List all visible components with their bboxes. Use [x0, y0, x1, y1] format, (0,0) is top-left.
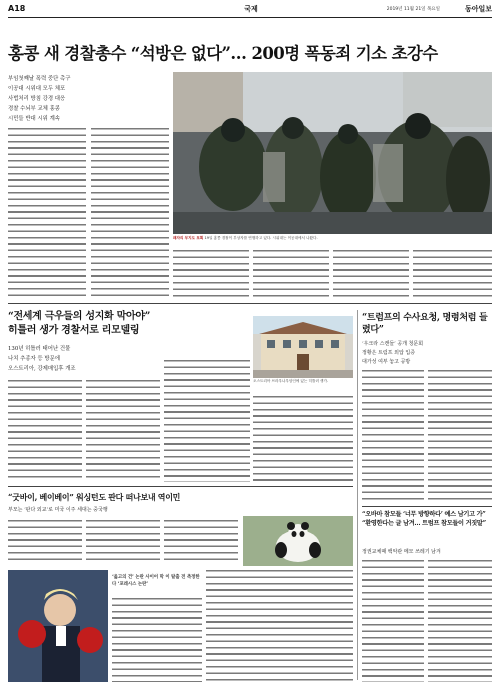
- deck-line: 오스트리아, 강제매입후 개조: [8, 366, 76, 372]
- deck-line: 이공대 시위대 모두 체포: [8, 86, 66, 92]
- body-text-column: [8, 520, 82, 565]
- body-text-column: [428, 370, 492, 500]
- headline-line: 히틀러 생가 경찰서로 리모델링: [8, 325, 140, 336]
- boxing-photo: [8, 570, 108, 682]
- police-scene-image: [173, 72, 492, 234]
- panda-deck: 부모는 ‘판다 외교’로 미국 이주 세대는 중국행: [8, 507, 108, 513]
- section-divider: [8, 303, 492, 304]
- body-text-column: [428, 560, 492, 682]
- body-text-column: [86, 380, 160, 482]
- caption-label: 패자리 부지도 포획: [173, 236, 204, 240]
- panda-headline: “굿바이, 베이베이” 워싱턴도 판다 떠나보내 역이민: [8, 492, 181, 502]
- obama-deck: 정권교체때 백악관 메모 쓰레기 남겨: [362, 549, 441, 555]
- headline-line: “환영한다는 글 남겨… 트럼프 참모들이 거짓말”: [362, 520, 486, 527]
- obama-headline: [362, 510, 492, 528]
- boxing-image: [8, 570, 108, 682]
- masthead: [8, 4, 492, 18]
- deck-line: 나치 추종자 등 방문에: [8, 356, 61, 362]
- deck-line: 정황은 트럼프 외압 입증: [362, 350, 416, 356]
- deck-line: 경찰 수뇌부 교체 홍콩: [8, 106, 61, 112]
- body-text-column: [173, 250, 249, 298]
- body-text-column: [333, 250, 409, 298]
- hitler-house-photo: [253, 316, 353, 378]
- headline-line: “전세계 극우들의 성지화 막아야”: [8, 311, 151, 322]
- building-image: [253, 316, 353, 378]
- body-text-column: [362, 370, 424, 500]
- hitler-story-deck: [8, 344, 138, 374]
- top-story-deck: [8, 74, 168, 124]
- panda-photo: [243, 516, 353, 566]
- body-text-column: [164, 520, 238, 565]
- section-divider: [362, 506, 492, 507]
- body-text-column: [8, 128, 86, 298]
- body-text-column: [253, 250, 329, 298]
- protest-photo: [173, 72, 492, 234]
- hitler-photo-caption: 오스트리아 브라우나우암인에 있는 히틀러 생가.: [253, 379, 329, 383]
- top-headline: 홍콩 새 경찰총수 “석방은 없다”… 200명 폭동죄 기소 초강수: [8, 44, 438, 63]
- body-text-column: [413, 250, 492, 298]
- deck-line: 부임첫째날 폭력 중단 촉구: [8, 76, 71, 82]
- section-divider: [8, 486, 353, 487]
- panda-image: [243, 516, 353, 566]
- deck-line: ‘우크라 스캔들’ 공개 청문회: [362, 341, 424, 347]
- deck-line: 대가성 여부 놓고 공방: [362, 359, 411, 365]
- page-number: A18: [8, 4, 26, 13]
- body-text-column: [86, 520, 160, 565]
- deck-line: 시민들 반대 시위 계속: [8, 116, 61, 122]
- body-text-column: [253, 396, 353, 482]
- body-text-column: [112, 598, 202, 682]
- issue-date: 2019년 11월 21일 목요일: [386, 7, 440, 12]
- paper-name: 동아일보: [464, 4, 492, 13]
- body-text-column: [91, 128, 169, 298]
- body-text-column: [206, 570, 353, 682]
- caption-text: 19일 홍콩 경찰이 부상자를 연행하고 있다. 시위대는 이공대에서 나왔다.: [204, 236, 318, 240]
- trump-headline: “트럼프의 수사요청, 명령처럼 들렸다”: [362, 313, 488, 335]
- trump-deck: [362, 340, 492, 367]
- boxing-photo-caption: ‘옳고의 건’ 논란 사이어 막 이 탈출 전 측정한다 ‘포레시스 논란’: [112, 575, 200, 587]
- deck-line: 사법처리 방침 강경 대응: [8, 96, 66, 102]
- body-text-column: [362, 560, 424, 682]
- photo-caption: [173, 236, 492, 241]
- headline-line: “오바마 참모들 ‘너무 방향하다’ 예스 남기고 가”: [362, 511, 486, 518]
- hitler-story-headline: [8, 310, 250, 338]
- body-text-column: [8, 380, 82, 482]
- body-text-column: [164, 360, 250, 482]
- section-label: 국제: [244, 4, 258, 13]
- deck-line: 130년 히틀러 태어난 건물: [8, 346, 71, 352]
- column-divider: [357, 310, 358, 680]
